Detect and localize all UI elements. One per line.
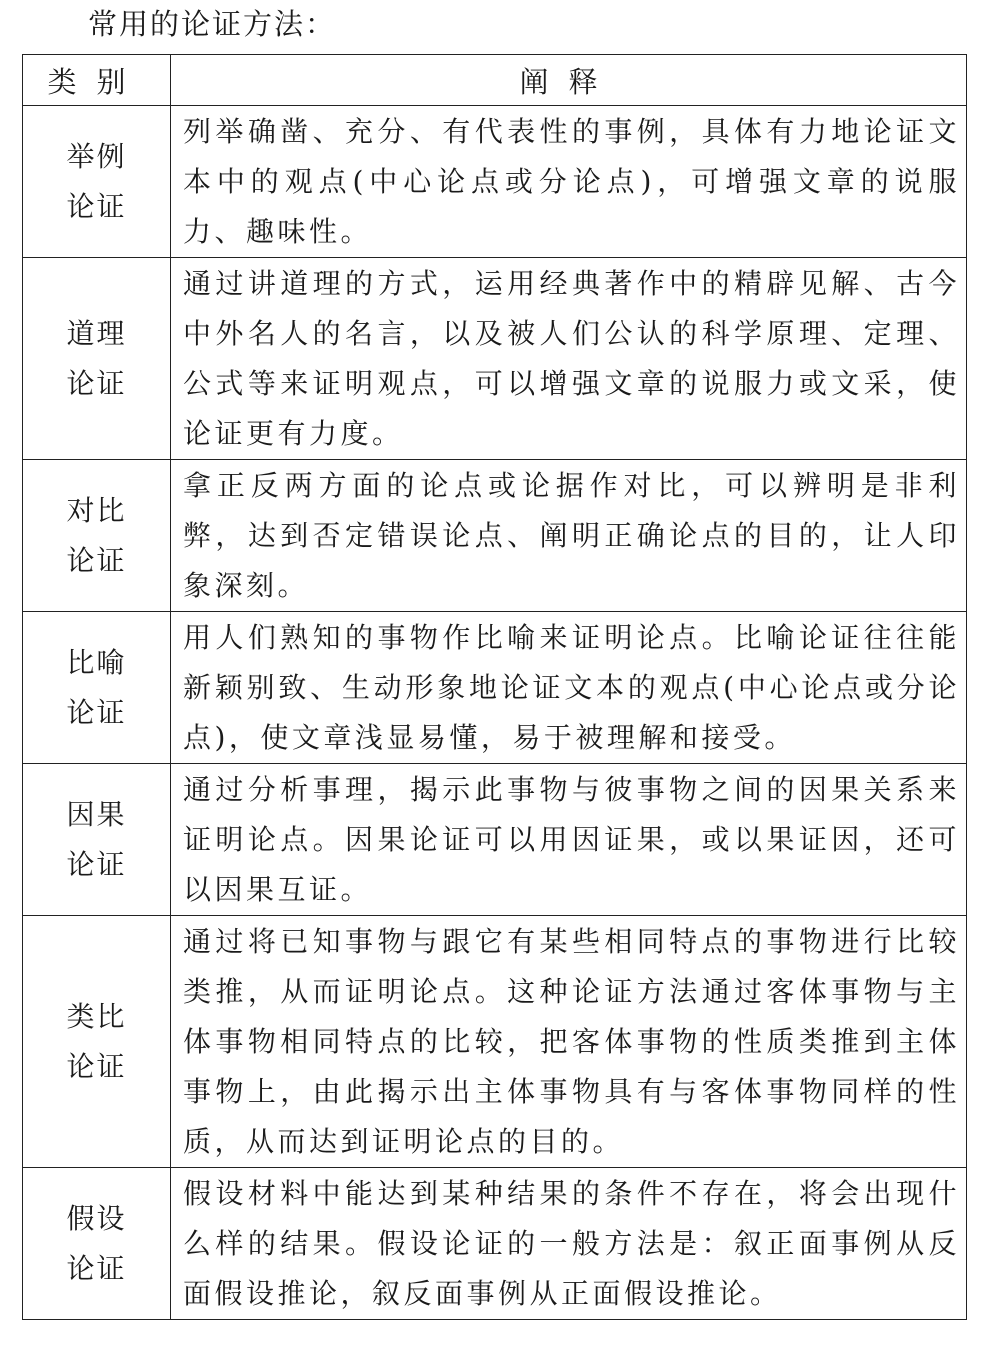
type-label-line2: 论证 bbox=[66, 189, 127, 223]
type-label-line2: 论证 bbox=[66, 1251, 127, 1285]
argument-methods-table bbox=[22, 54, 967, 1320]
type-label-line1: 对比 bbox=[66, 493, 127, 527]
type-label-line2: 论证 bbox=[66, 543, 127, 577]
explanation-cell: 通过将已知事物与跟它有某些相同特点的事物进行比较类推，从而证明论点。这种论证方法通过客体事物与主体事物相同特点的比较，把客体事物的性质类推到主体事物上，由此揭示出主体事物具有与客体事物同样的性质，从而达到证明论点的目的。 bbox=[171, 916, 967, 1168]
explanation-cell: 通过分析事理，揭示此事物与彼事物之间的因果关系来证明论点。因果论证可以用因证果，或以果证因，还可以因果互证。 bbox=[171, 764, 967, 916]
table-header-row bbox=[23, 55, 967, 106]
header-type: 类别 bbox=[23, 55, 171, 106]
table-row bbox=[23, 916, 967, 1168]
type-label-line2: 论证 bbox=[66, 847, 127, 881]
type-label-line1: 类比 bbox=[66, 999, 127, 1033]
type-label-line1: 道理 bbox=[66, 316, 127, 350]
type-label-line1: 举例 bbox=[66, 139, 127, 173]
explanation-cell: 拿正反两方面的论点或论据作对比，可以辨明是非利弊，达到否定错误论点、阐明正确论点的目的，让人印象深刻。 bbox=[171, 460, 967, 612]
type-cell-metaphor bbox=[23, 612, 171, 764]
page-heading: 常用的论证方法： bbox=[88, 7, 337, 41]
explanation-cell: 通过讲道理的方式，运用经典著作中的精辟见解、古今中外名人的名言，以及被人们公认的科学原理、定理、公式等来证明观点，可以增强文章的说服力或文采，使论证更有力度。 bbox=[171, 258, 967, 460]
type-cell-reasoning bbox=[23, 258, 171, 460]
explanation-cell: 假设材料中能达到某种结果的条件不存在，将会出现什么样的结果。假设论证的一般方法是：叙正面事例从反面假设推论，叙反面事例从正面假设推论。 bbox=[171, 1168, 967, 1320]
type-cell-example bbox=[23, 106, 171, 258]
type-label-line1: 比喻 bbox=[66, 645, 127, 679]
type-label-line2: 论证 bbox=[66, 366, 127, 400]
table-row bbox=[23, 106, 967, 258]
type-label-line2: 论证 bbox=[66, 695, 127, 729]
type-cell-contrast bbox=[23, 460, 171, 612]
type-label-line1: 因果 bbox=[66, 797, 127, 831]
explanation-cell: 用人们熟知的事物作比喻来证明论点。比喻论证往往能新颖别致、生动形象地论证文本的观点(中心论点或分论点)，使文章浅显易懂，易于被理解和接受。 bbox=[171, 612, 967, 764]
type-cell-causal bbox=[23, 764, 171, 916]
table-row bbox=[23, 258, 967, 460]
header-explanation: 阐释 bbox=[171, 55, 967, 106]
table-row bbox=[23, 764, 967, 916]
type-label-line2: 论证 bbox=[66, 1049, 127, 1083]
table-row bbox=[23, 460, 967, 612]
explanation-cell: 列举确凿、充分、有代表性的事例，具体有力地论证文本中的观点(中心论点或分论点)，可增强文章的说服力、趣味性。 bbox=[171, 106, 967, 258]
table-row bbox=[23, 612, 967, 764]
type-cell-hypothesis bbox=[23, 1168, 171, 1320]
type-label-line1: 假设 bbox=[66, 1201, 127, 1235]
table-row bbox=[23, 1168, 967, 1320]
type-cell-analogy bbox=[23, 916, 171, 1168]
